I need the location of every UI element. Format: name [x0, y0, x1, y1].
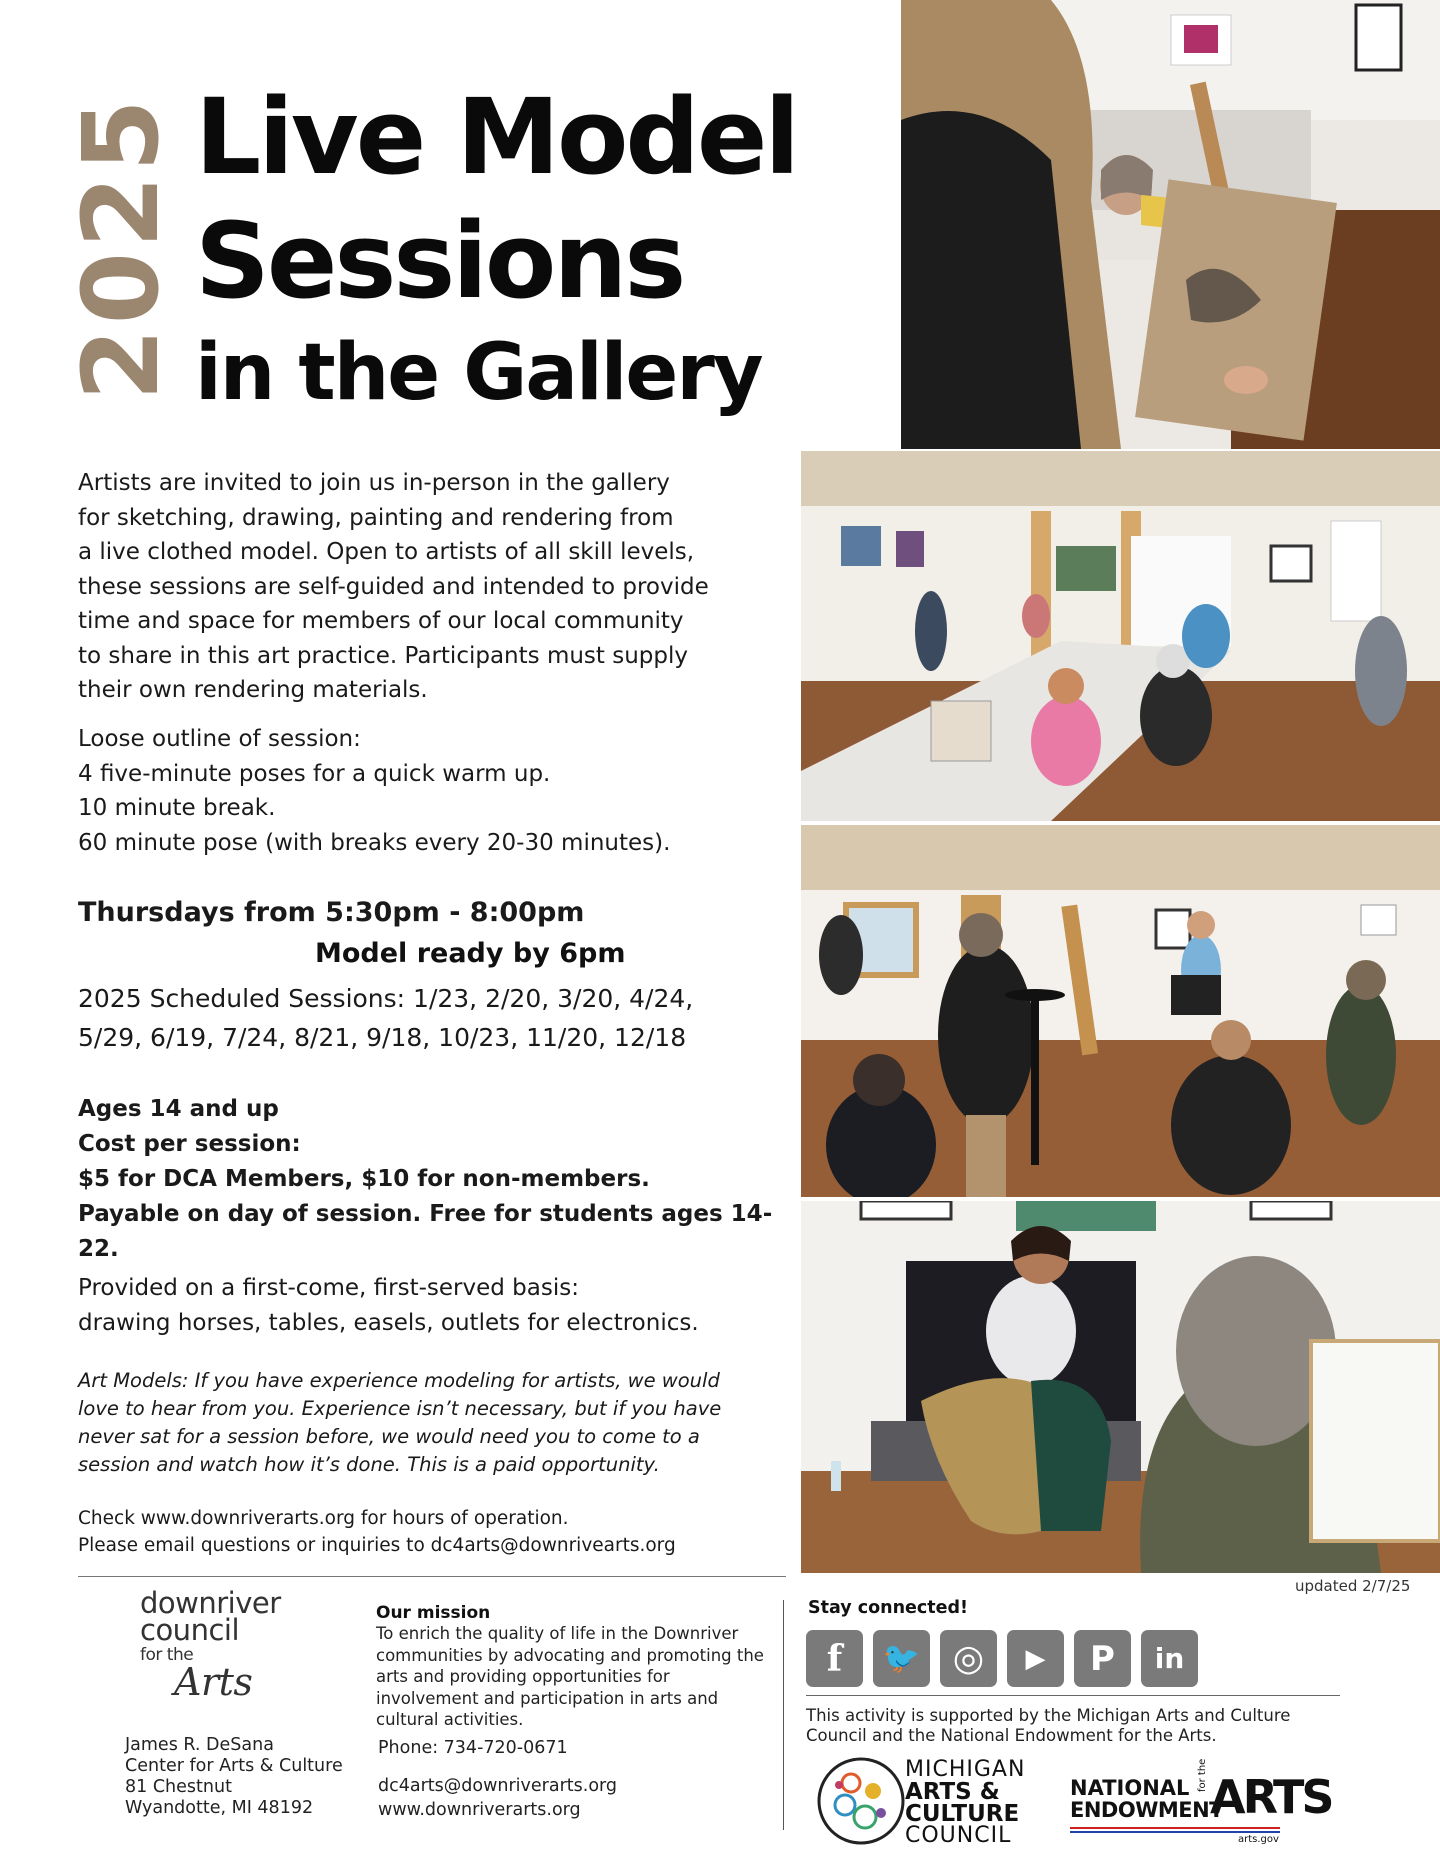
intro-line: their own rendering materials.	[78, 677, 428, 703]
contact-note	[78, 1506, 778, 1559]
macc-line: COUNCIL	[905, 1823, 1012, 1848]
outline-line: Loose outline of session:	[78, 726, 361, 752]
model-ready-time: Model ready by 6pm	[315, 938, 626, 969]
intro-line: to share in this art practice. Participants must supply	[78, 642, 688, 669]
nea-line: ENDOWMENT	[1070, 1798, 1224, 1822]
footer-vertical-divider	[783, 1600, 784, 1830]
footer-divider	[78, 1576, 786, 1577]
session-time: Thursdays from 5:30pm - 8:00pm	[78, 897, 585, 928]
linkedin-icon[interactable]: in	[1141, 1630, 1198, 1687]
models-line: Art Models: If you have experience modeling for artists, we would	[78, 1369, 720, 1392]
nea-url: arts.gov	[1238, 1834, 1279, 1845]
address-line: Wyandotte, MI 48192	[125, 1798, 314, 1818]
models-line: never sat for a session before, we would need you to come to a	[78, 1425, 700, 1448]
cost-line: Cost per session:	[78, 1131, 301, 1157]
scheduled-dates	[78, 979, 778, 1057]
dates-line: 5/29, 6/19, 7/24, 8/21, 9/18, 10/23, 11/20, 12/18	[78, 1023, 687, 1052]
check-line: Please email questions or inquiries to dc4arts@downrivearts.org	[78, 1534, 676, 1556]
cost-line: Ages 14 and up	[78, 1096, 279, 1122]
logo-word: council	[140, 1613, 240, 1647]
dca-logo	[140, 1586, 300, 1708]
check-line: Check www.downriverarts.org for hours of operation.	[78, 1508, 569, 1529]
facebook-icon[interactable]: f	[806, 1630, 863, 1687]
photo-gallery-group	[801, 451, 1440, 821]
art-models-note	[78, 1367, 738, 1479]
stay-connected-heading: Stay connected!	[808, 1598, 969, 1618]
title-line-3: in the Gallery	[195, 328, 762, 418]
support-divider	[806, 1695, 1340, 1696]
title-line-2: Sessions	[195, 200, 684, 322]
contact-email-link[interactable]: dc4arts@downriverarts.org	[378, 1776, 618, 1796]
nea-arts: ARTS	[1210, 1770, 1332, 1824]
logo-word: downriver	[140, 1586, 281, 1620]
macc-line: CULTURE	[905, 1801, 1020, 1827]
twitter-icon[interactable]: 🐦	[873, 1630, 930, 1687]
provided-line: Provided on a first-come, first-served basis:	[78, 1275, 579, 1301]
address-line: James R. DeSana	[125, 1735, 274, 1755]
support-statement: This activity is supported by the Michigan Arts and Culture Council and the National Endowment for the Arts.	[806, 1706, 1291, 1745]
macc-line: MICHIGAN	[905, 1757, 1026, 1782]
website-link[interactable]: www.downriverarts.org	[378, 1800, 581, 1820]
outline-line: 4 five-minute poses for a quick warm up.	[78, 760, 551, 787]
cost-info	[78, 1092, 798, 1267]
macc-line: ARTS &	[905, 1779, 1000, 1805]
macc-logo-icon	[815, 1755, 907, 1847]
title-line-1: Live Model	[195, 76, 798, 198]
address-line: 81 Chestnut	[125, 1777, 232, 1797]
year-vertical: 2025	[60, 95, 182, 401]
photo-model-seated	[801, 1201, 1440, 1573]
phone-number: Phone: 734-720-0671	[378, 1738, 568, 1758]
macc-wordmark	[905, 1759, 1025, 1847]
instagram-icon[interactable]: ◎	[940, 1630, 997, 1687]
nea-small: for the	[1197, 1758, 1208, 1792]
models-line: love to hear from you. Experience isn’t necessary, but if you have	[78, 1397, 722, 1420]
updated-date: updated 2/7/25	[1295, 1577, 1411, 1595]
intro-paragraph	[78, 466, 778, 708]
provided-info	[78, 1271, 778, 1340]
dates-line: 2025 Scheduled Sessions: 1/23, 2/20, 3/20, 4/24,	[78, 984, 694, 1013]
models-line: session and watch how it’s done. This is a paid opportunity.	[78, 1453, 660, 1476]
outline-line: 10 minute break.	[78, 795, 276, 821]
session-outline	[78, 722, 778, 860]
nea-line: NATIONAL	[1070, 1776, 1190, 1800]
intro-line: for sketching, drawing, painting and rendering from	[78, 504, 674, 531]
photo-artist-drawing	[901, 0, 1440, 449]
youtube-icon[interactable]: ▶	[1007, 1630, 1064, 1687]
intro-line: a live clothed model. Open to artists of all skill levels,	[78, 539, 695, 565]
address-line: Center for Arts & Culture	[125, 1756, 343, 1776]
pinterest-icon[interactable]: P	[1074, 1630, 1131, 1687]
logo-arts-script: Arts	[174, 1660, 253, 1704]
dca-address	[125, 1735, 343, 1819]
intro-line: time and space for members of our local community	[78, 608, 684, 634]
cost-line: $5 for DCA Members, $10 for non-members.	[78, 1166, 650, 1192]
intro-line: these sessions are self-guided and intended to provide	[78, 573, 709, 600]
outline-line: 60 minute pose (with breaks every 20-30 minutes).	[78, 829, 671, 856]
cost-line: Payable on day of session. Free for students ages 14-22.	[78, 1201, 773, 1262]
mission-title: Our mission	[376, 1603, 491, 1623]
social-icons	[806, 1630, 1198, 1688]
provided-line: drawing horses, tables, easels, outlets for electronics.	[78, 1309, 699, 1336]
photo-artists-at-easels	[801, 825, 1440, 1197]
intro-line: Artists are invited to join us in-person in the gallery	[78, 470, 670, 496]
logo-word: for the	[140, 1645, 194, 1665]
mission-text: To enrich the quality of life in the Downriver communities by advocating and promoting the arts and providing opportunities for involvement and participation in arts and cultural activities.	[376, 1624, 764, 1729]
